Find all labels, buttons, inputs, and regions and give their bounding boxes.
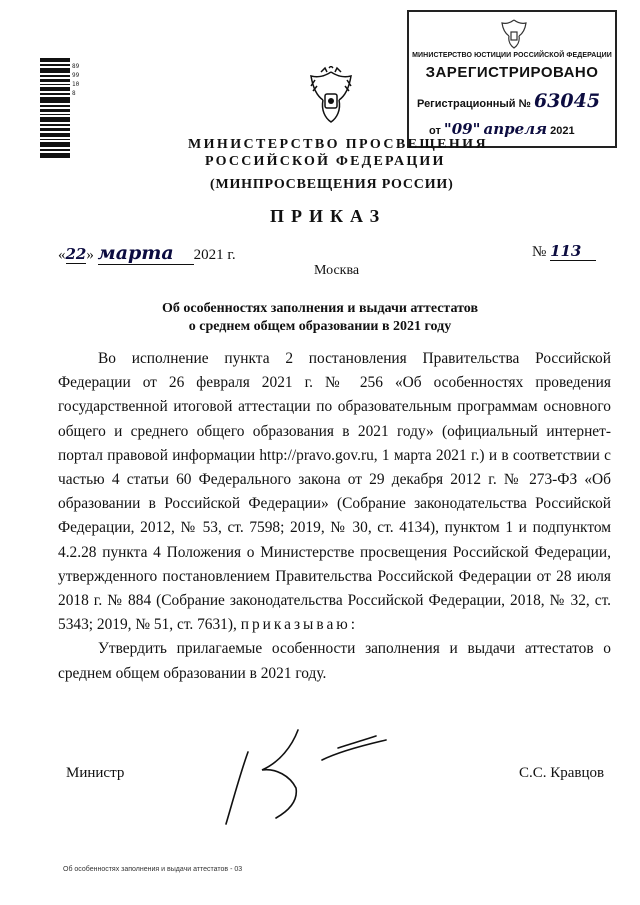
stamp-coat-of-arms-icon (499, 16, 529, 50)
stamp-reg-number-line (417, 90, 600, 112)
order-date-open-quote: « (58, 247, 66, 263)
ministry-name-line2: РОССИЙСКОЙ ФЕДЕРАЦИИ (205, 154, 446, 169)
ministry-name-line1: МИНИСТЕРСТВО ПРОСВЕЩЕНИЯ (188, 137, 488, 152)
order-body (58, 347, 611, 686)
body-paragraph-2: Утвердить прилагаемые особенности заполнения и выдачи аттестатов о среднем общем образовании в 2021 году. (58, 640, 611, 682)
signature-icon (220, 724, 400, 826)
registration-stamp (407, 10, 617, 148)
coat-of-arms-icon (305, 66, 357, 126)
order-date-month: марта (98, 242, 194, 265)
barcode (40, 58, 70, 158)
order-subject-line2: о среднем общем образовании в 2021 году (188, 319, 452, 334)
stamp-date-prefix: от (429, 125, 441, 137)
order-date-year: 2021 г. (193, 247, 236, 263)
ministry-short-name: (МИНПРОСВЕЩЕНИЯ РОССИИ) (210, 177, 454, 192)
barcode-digits: 8999108 (72, 63, 80, 97)
order-subject-line1: Об особенностях заполнения и выдачи аттестатов (161, 301, 479, 316)
order-date (58, 242, 236, 265)
stamp-date-day: "09" (443, 120, 481, 138)
order-date-close-quote: » (86, 247, 94, 263)
stamp-ministry: МИНИСТЕРСТВО ЮСТИЦИИ РОССИЙСКОЙ ФЕДЕРАЦИИ (412, 52, 612, 59)
stamp-date-month: апреля (483, 120, 548, 138)
stamp-date-year: 2021 (550, 125, 575, 137)
signer-position: Министр (66, 765, 125, 781)
footer-note: Об особенностях заполнения и выдачи аттестатов - 03 (63, 866, 243, 873)
stamp-reg-number-value: 63045 (533, 90, 601, 112)
order-number (532, 242, 596, 261)
order-number-value: 113 (550, 242, 596, 261)
order-date-day: 22 (65, 245, 87, 263)
order-number-label: № (532, 244, 547, 260)
body-paragraph-1-text: Во исполнение пункта 2 постановления Правительства Российской Федерации от 26 февраля 2021 г. № 256 «Об особенностях проведения государственной итоговой аттестации по образовательным программам основного общего и среднего общего образования в 2021 году» (официальный интернет-портал правовой информации http://pravo.gov.ru, 1 марта 2021 г.) и в соответствии с частью 4 статьи 60 Федерального закона от 29 декабря 2012 г. № 273-ФЗ «Об образовании в Российской Федерации» (Собрание законодательства Российской Федерации, 2012, № 53, ст. 7598; 2019, № 30, ст. 4134), пунктом 1 и подпунктом 4.2.28 пункта 4 Положения о Министерстве просвещения Российской Федерации, утвержденного постановлением Правительства Российской Федерации от 28 июля 2018 г. № 884 (Собрание законодательства Российской Федерации, 2018, № 32, ст. 5343; 2019, № 51, ст. 7631), (58, 350, 611, 634)
stamp-registered: ЗАРЕГИСТРИРОВАНО (425, 64, 599, 81)
decree-word: приказываю: (240, 616, 359, 634)
stamp-date-line (429, 120, 575, 138)
order-city: Москва (314, 263, 360, 278)
body-paragraph-1 (58, 347, 611, 637)
order-title: ПРИКАЗ (270, 206, 387, 226)
signer-name: С.С. Кравцов (519, 765, 605, 781)
stamp-reg-number-label: Регистрационный № (417, 98, 531, 110)
